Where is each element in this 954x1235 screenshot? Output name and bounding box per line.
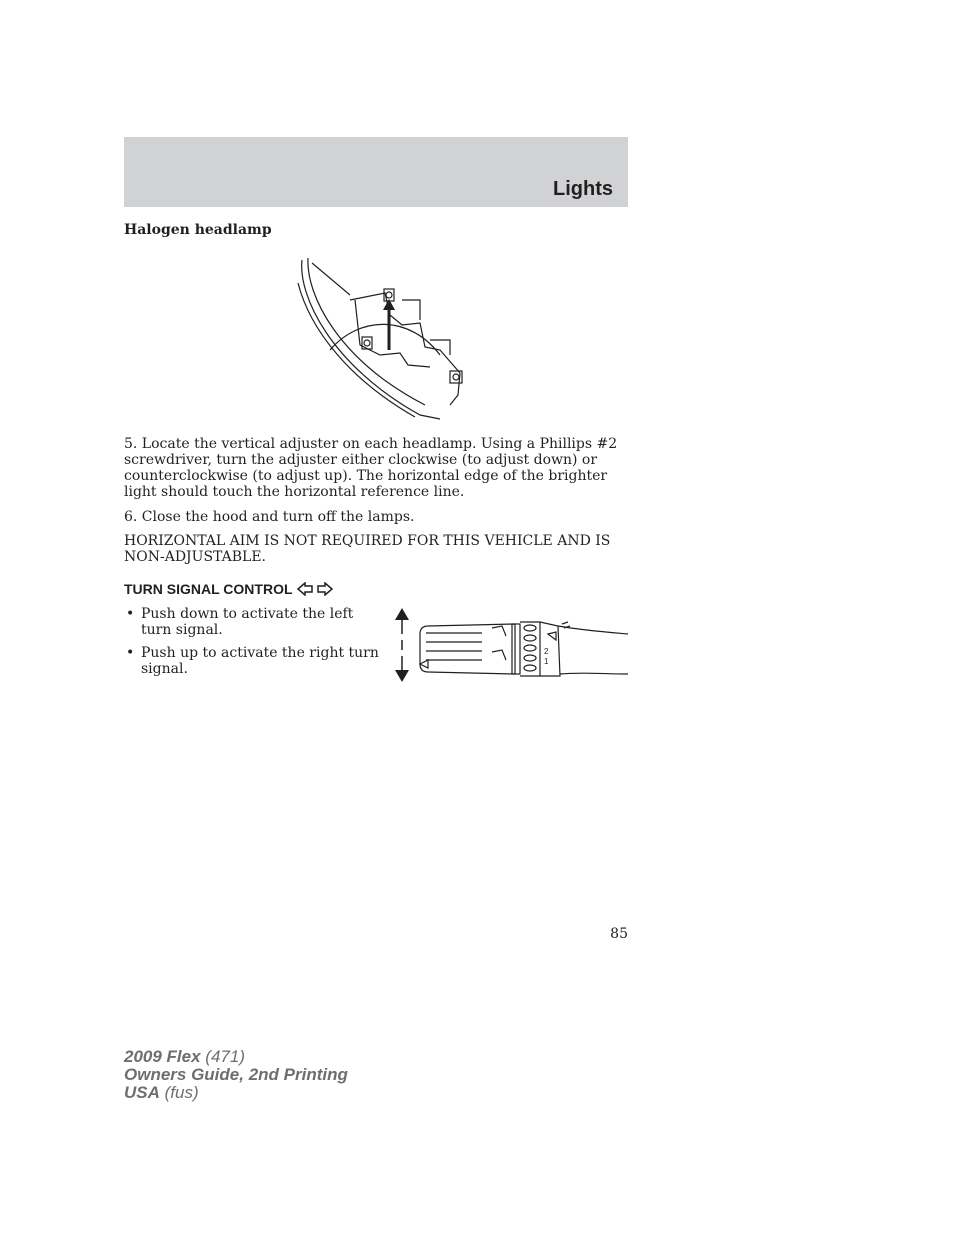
turn-signal-heading-text: TURN SIGNAL CONTROL bbox=[124, 581, 293, 597]
left-arrow-icon bbox=[297, 582, 313, 596]
turn-signal-heading bbox=[124, 581, 333, 597]
section-header-band bbox=[124, 137, 628, 207]
page-number: 85 bbox=[610, 926, 628, 942]
footer-market-code: (fus) bbox=[164, 1083, 199, 1102]
aim-note: HORIZONTAL AIM IS NOT REQUIRED FOR THIS VEHICLE AND IS NON-ADJUSTABLE. bbox=[124, 533, 611, 565]
subheading: Halogen headlamp bbox=[124, 222, 272, 238]
turn-signal-stalk-illustration bbox=[390, 606, 630, 686]
document-footer bbox=[124, 1048, 348, 1102]
right-arrow-icon bbox=[317, 582, 333, 596]
footer-model-code: (471) bbox=[205, 1047, 245, 1066]
stalk-speed-label: 2 bbox=[544, 647, 549, 656]
stalk-speed-label: 1 bbox=[544, 657, 549, 666]
headlamp-illustration bbox=[290, 255, 470, 425]
list-item: • Push down to activate the left turn signal. bbox=[124, 606, 384, 638]
footer-model: 2009 Flex bbox=[124, 1047, 201, 1066]
footer-market: USA bbox=[124, 1083, 160, 1102]
turn-signal-instructions bbox=[124, 606, 384, 684]
footer-guide: Owners Guide, 2nd Printing bbox=[124, 1065, 348, 1084]
list-item: • Push up to activate the right turn signal. bbox=[124, 645, 384, 677]
section-title: Lights bbox=[553, 178, 613, 200]
step-6: 6. Close the hood and turn off the lamps. bbox=[124, 509, 415, 525]
step-5: 5. Locate the vertical adjuster on each headlamp. Using a Phillips #2 screwdriver, turn the adjuster either clockwise (to adjust down) or counterclockwise (to adjust up). The horizontal edge of the brighter light should touch the horizontal reference line. bbox=[124, 436, 618, 500]
